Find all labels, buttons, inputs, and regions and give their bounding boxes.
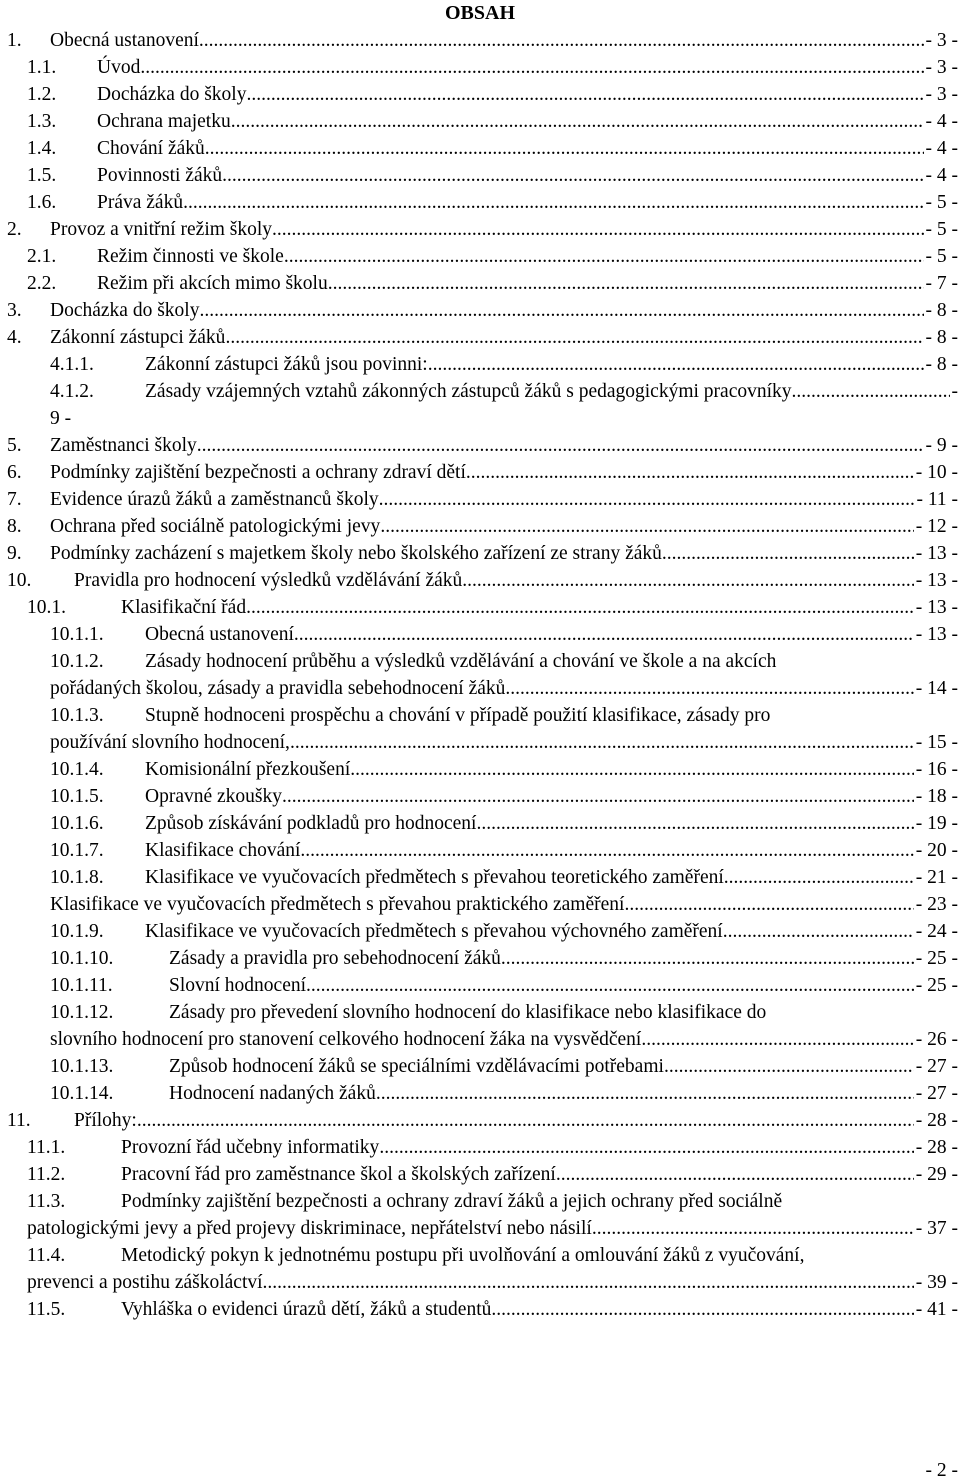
toc-entry-line[interactable] (169, 973, 958, 999)
toc-entry-line[interactable] (145, 811, 958, 837)
toc-page-number: - 24 - (915, 921, 958, 942)
toc-entry-title: Přílohy: (74, 1110, 137, 1131)
toc-page-number: - 11 - (916, 489, 958, 510)
dot-leader (724, 865, 914, 891)
toc-entry-line[interactable] (145, 838, 958, 864)
toc-entry-line[interactable] (74, 1108, 958, 1134)
toc-entry-title: Evidence úrazů žáků a zaměstnanců školy (50, 489, 379, 510)
dot-leader (379, 487, 915, 513)
toc-entry-number: 11. (7, 1110, 31, 1131)
toc-entry-title: Hodnocení nadaných žáků (169, 1083, 376, 1104)
toc-entry-line[interactable] (97, 244, 958, 270)
toc-entry-line[interactable] (50, 487, 958, 513)
toc-entry-title: Úvod (97, 57, 141, 78)
toc-page-number: - 23 - (915, 894, 958, 915)
dot-leader (641, 1027, 913, 1053)
toc-entry-number: 10.1.10. (50, 948, 114, 969)
toc-page-number: - 25 - (915, 948, 958, 969)
toc-entry-line[interactable] (27, 1270, 958, 1296)
toc-entry-line[interactable] (50, 676, 958, 702)
toc-page-number: - 4 - (925, 111, 958, 132)
dot-leader (462, 568, 913, 594)
toc-page-number: - 27 - (915, 1083, 958, 1104)
toc-entry-line[interactable] (169, 946, 958, 972)
toc-entry-number: 10.1. (27, 597, 66, 618)
dot-leader (592, 1216, 914, 1242)
dot-leader (624, 892, 913, 918)
toc-entry-title: Klasifikace chování (145, 840, 301, 861)
toc-entry-line[interactable] (169, 1081, 958, 1107)
dot-leader (137, 1108, 914, 1134)
toc-entry-title: Podmínky zajištění bezpečnosti a ochrany zdraví dětí (50, 462, 466, 483)
toc-entry-number: 4. (7, 327, 22, 348)
toc-page-number: - 8 - (925, 327, 958, 348)
toc-entry-title: Klasifikace ve vyučovacích předmětech s převahou výchovného zaměření (145, 921, 723, 942)
toc-page-number: - 37 - (915, 1218, 958, 1239)
toc-entry-line[interactable] (50, 514, 958, 540)
dot-leader (379, 1135, 913, 1161)
toc-page-number: - 21 - (915, 867, 958, 888)
toc-entry-line[interactable] (97, 109, 958, 135)
dot-leader (350, 757, 913, 783)
toc-page-number: - 15 - (915, 732, 958, 753)
toc-page-number: - 13 - (915, 570, 958, 591)
toc-entry-title: Vyhláška o evidenci úrazů dětí, žáků a studentů (121, 1299, 492, 1320)
dot-leader (183, 190, 923, 216)
toc-entry-line[interactable] (121, 1135, 958, 1161)
toc-page-number: - 9 - (925, 435, 958, 456)
toc-page-number: - 8 - (925, 300, 958, 321)
toc-entry-number: 3. (7, 300, 22, 321)
dot-leader (380, 514, 913, 540)
toc-entry-line[interactable] (145, 379, 958, 405)
dot-leader (231, 109, 924, 135)
toc-entry-title: Docházka do školy (97, 84, 247, 105)
toc-entry-title: Povinnosti žáků (97, 165, 223, 186)
toc-entry-title: Docházka do školy (50, 300, 200, 321)
toc-entry-number: 10.1.14. (50, 1083, 114, 1104)
toc-entry-number: 11.5. (27, 1299, 66, 1320)
toc-entry-line[interactable] (97, 55, 958, 81)
toc-entry-number: 10.1.4. (50, 759, 104, 780)
dot-leader (246, 595, 914, 621)
dot-leader (199, 28, 924, 54)
dot-leader (328, 271, 924, 297)
toc-entry-title: Opravné zkoušky (145, 786, 283, 807)
toc-page-number: - 7 - (925, 273, 958, 294)
toc-entry-title: Pracovní řád pro zaměstnance škol a školských zařízení (121, 1164, 556, 1185)
dot-leader (466, 460, 914, 486)
toc-page-number: - 5 - (925, 192, 958, 213)
toc-entry-line[interactable] (145, 865, 958, 891)
toc-entry-title: Zákonní zástupci žáků (50, 327, 226, 348)
dot-leader (476, 811, 913, 837)
toc-entry-line[interactable] (145, 352, 958, 378)
toc-entry-number: 1.5. (27, 165, 57, 186)
toc-entry-number: 2.1. (27, 246, 57, 267)
toc-page-number: - 29 - (915, 1164, 958, 1185)
toc-entry-number: 11.2. (27, 1164, 66, 1185)
toc-entry-number: 10.1.12. (50, 1002, 114, 1023)
toc-entry-title: Podmínky zacházení s majetkem školy nebo školského zařízení ze strany žáků (50, 543, 662, 564)
dot-leader (263, 1270, 914, 1296)
toc-entry-title: Způsob získávání podkladů pro hodnocení (145, 813, 477, 834)
dot-leader (306, 973, 914, 999)
toc-entry-title: používání slovního hodnocení, (50, 732, 290, 753)
toc-page-number: - 4 - (925, 165, 958, 186)
toc-entry-title: Zásady a pravidla pro sebehodnocení žáků (169, 948, 501, 969)
toc-entry-line[interactable] (121, 1162, 958, 1188)
toc-entry-number: 9. (7, 543, 22, 564)
toc-entry-line[interactable] (145, 784, 958, 810)
toc-entry-title: Komisionální přezkoušení (145, 759, 351, 780)
toc-entry-number: 2. (7, 219, 22, 240)
toc-entry-number: 5. (7, 435, 22, 456)
toc-entry-line[interactable] (145, 622, 958, 648)
toc-entry-title: Způsob hodnocení žáků se speciálními vzdělávacími potřebami (169, 1056, 664, 1077)
toc-entry-title: Klasifikační řád (121, 597, 247, 618)
toc-entry-title: Zaměstnanci školy (50, 435, 197, 456)
toc-entry-number: 11.4. (27, 1245, 66, 1266)
toc-page-number: - 20 - (915, 840, 958, 861)
toc-entry-line[interactable] (97, 163, 958, 189)
toc-entry-number: 10.1.8. (50, 867, 104, 888)
toc-page-number: - 18 - (915, 786, 958, 807)
toc-entry-number: 10.1.5. (50, 786, 104, 807)
dot-leader (205, 136, 924, 162)
toc-page-number: - 39 - (915, 1272, 958, 1293)
toc-page-number: - 25 - (915, 975, 958, 996)
toc-entry-title[interactable]: Zásady pro převedení slovního hodnocení do klasifikace nebo klasifikace do (169, 1002, 767, 1023)
toc-page-number: - 27 - (915, 1056, 958, 1077)
toc-entry-line[interactable] (97, 271, 958, 297)
toc-entry-line[interactable] (121, 1297, 958, 1323)
toc-page-number: - 3 - (925, 84, 958, 105)
toc-entry-title: Režim činnosti ve škole (97, 246, 284, 267)
toc-entry-number: 11.3. (27, 1191, 66, 1212)
toc-entry-number: 10.1.1. (50, 624, 104, 645)
toc-entry-line[interactable] (145, 919, 958, 945)
toc-entry-number: 10.1.11. (50, 975, 113, 996)
toc-entry-title: Chování žáků (97, 138, 205, 159)
toc-page-number: - 28 - (915, 1137, 958, 1158)
dot-leader (491, 1297, 913, 1323)
toc-page-number: - 12 - (915, 516, 958, 537)
dot-leader (505, 676, 913, 702)
toc-page-number: - 41 - (915, 1299, 958, 1320)
toc-entry-number: 2.2. (27, 273, 57, 294)
toc-page-number: - 19 - (915, 813, 958, 834)
toc-entry-number: 10.1.3. (50, 705, 104, 726)
toc-entry-title: patologickými jevy a před projevy diskriminace, nepřátelství nebo násilí (27, 1218, 592, 1239)
toc-page-number: - 13 - (915, 543, 958, 564)
toc-title: OBSAH (444, 2, 516, 24)
toc-entry-title: prevenci a postihu záškoláctví (27, 1272, 263, 1293)
toc-entry-number: 6. (7, 462, 22, 483)
toc-entry-line[interactable] (50, 217, 958, 243)
dot-leader (284, 244, 924, 270)
toc-entry-title: Slovní hodnocení (169, 975, 307, 996)
toc-page-number: - 13 - (915, 624, 958, 645)
toc-entry-title: Provozní řád učebny informatiky (121, 1137, 380, 1158)
toc-entry-line[interactable] (27, 1216, 958, 1242)
toc-page-number: - 5 - (925, 246, 958, 267)
dot-leader (246, 82, 923, 108)
dot-leader (556, 1162, 914, 1188)
dot-leader (199, 298, 923, 324)
toc-entry-title: Práva žáků (97, 192, 184, 213)
toc-entry-title: Provoz a vnitřní režim školy (50, 219, 273, 240)
dot-leader (140, 55, 923, 81)
toc-entry-line[interactable] (50, 1027, 958, 1053)
dot-leader (428, 352, 924, 378)
toc-entry-number: 10. (7, 570, 32, 591)
toc-page-number: - 5 - (925, 219, 958, 240)
dot-leader (197, 433, 924, 459)
toc-entry-number: 10.1.6. (50, 813, 104, 834)
dot-leader (723, 919, 914, 945)
toc-entry-line[interactable] (50, 28, 958, 54)
page-number: - 2 - (925, 1460, 958, 1481)
toc-entry-line[interactable] (74, 568, 958, 594)
toc-entry-title: Obecná ustanovení (50, 30, 199, 51)
toc-entry-number: 1.1. (27, 57, 57, 78)
toc-page-number: - 3 - (925, 30, 958, 51)
toc-entry-line[interactable] (97, 136, 958, 162)
toc-page-number: - 10 - (915, 462, 958, 483)
dot-leader (282, 784, 914, 810)
toc-page-number: - 13 - (915, 597, 958, 618)
toc-entry-number: 10.1.9. (50, 921, 104, 942)
toc-entry-number: 10.1.2. (50, 651, 104, 672)
toc-entry-number: 4.1.2. (50, 381, 94, 402)
dot-leader (664, 1054, 914, 1080)
toc-entry-number: 1. (7, 30, 22, 51)
toc-entry-title[interactable]: Stupně hodnoceni prospěchu a chování v případě použití klasifikace, zásady pro (145, 705, 771, 726)
toc-entry-line[interactable] (50, 298, 958, 324)
dot-leader (222, 163, 923, 189)
toc-entry-line[interactable] (50, 541, 958, 567)
dot-leader (294, 622, 914, 648)
toc-entry-number: 4.1.1. (50, 354, 94, 375)
toc-entry-number: 8. (7, 516, 22, 537)
toc-entry-line[interactable] (50, 460, 958, 486)
toc-entry-title[interactable]: Podmínky zajištění bezpečnosti a ochrany zdraví žáků a jejich ochrany před sociálně (121, 1191, 783, 1212)
toc-page-number: - 8 - (925, 354, 958, 375)
toc-entry-line[interactable] (50, 730, 958, 756)
toc-entry-number: 1.6. (27, 192, 57, 213)
toc-entry-title: slovního hodnocení pro stanovení celkového hodnocení žáka na vysvědčení (50, 1029, 642, 1050)
toc-entry-number: 7. (7, 489, 22, 510)
toc-entry-line[interactable] (50, 433, 958, 459)
toc-entry-number: 11.1. (27, 1137, 66, 1158)
toc-entry-line[interactable] (97, 82, 958, 108)
toc-entry-line[interactable] (145, 757, 958, 783)
toc-entry-title: Ochrana majetku (97, 111, 231, 132)
toc-entry-line[interactable] (169, 1054, 958, 1080)
toc-entry-title: Ochrana před sociálně patologickými jevy (50, 516, 381, 537)
toc-entry-title: Obecná ustanovení (145, 624, 294, 645)
toc-entry-number: 1.4. (27, 138, 57, 159)
dot-leader (792, 379, 950, 405)
toc-page-number: 9 - (50, 408, 72, 429)
toc-entry-title: Zásady vzájemných vztahů zákonných zástupců žáků s pedagogickými pracovníky (145, 381, 792, 402)
toc-entry-line[interactable] (97, 190, 958, 216)
toc-page-number: - 4 - (925, 138, 958, 159)
toc-page-number: - 3 - (925, 57, 958, 78)
toc-entry-number: 1.2. (27, 84, 57, 105)
toc-entry-title[interactable]: Metodický pokyn k jednotnému postupu při uvolňování a omlouvání žáků z vyučování, (121, 1245, 805, 1266)
dot-leader (300, 838, 913, 864)
toc-entry-line[interactable] (50, 325, 958, 351)
dot-leader (501, 946, 914, 972)
dot-leader (272, 217, 923, 243)
toc-entry-title: pořádaných školou, zásady a pravidla sebehodnocení žáků (50, 678, 506, 699)
toc-page-number: - 14 - (915, 678, 958, 699)
toc-entry-title: Pravidla pro hodnocení výsledků vzdělávání žáků (74, 570, 463, 591)
toc-page-number: - (951, 381, 958, 402)
toc-entry-title[interactable]: Zásady hodnocení průběhu a výsledků vzdělávání a chování ve škole a na akcích (145, 651, 777, 672)
dot-leader (290, 730, 914, 756)
toc-entry-title: Klasifikace ve vyučovacích předmětech s převahou teoretického zaměření (145, 867, 724, 888)
toc-entry-line[interactable] (121, 595, 958, 621)
dot-leader (225, 325, 923, 351)
dot-leader (376, 1081, 914, 1107)
toc-entry-title: Klasifikace ve vyučovacích předmětech s převahou praktického zaměření (50, 894, 625, 915)
toc-entry-number: 10.1.13. (50, 1056, 114, 1077)
toc-entry-number: 1.3. (27, 111, 57, 132)
toc-page-number: - 28 - (915, 1110, 958, 1131)
toc-entry-title: Režim při akcích mimo školu (97, 273, 328, 294)
toc-page-number: - 16 - (915, 759, 958, 780)
toc-entry-number: 10.1.7. (50, 840, 104, 861)
toc-entry-line[interactable] (50, 892, 958, 918)
dot-leader (662, 541, 914, 567)
toc-page-number: - 26 - (915, 1029, 958, 1050)
toc-entry-title: Zákonní zástupci žáků jsou povinni: (145, 354, 428, 375)
